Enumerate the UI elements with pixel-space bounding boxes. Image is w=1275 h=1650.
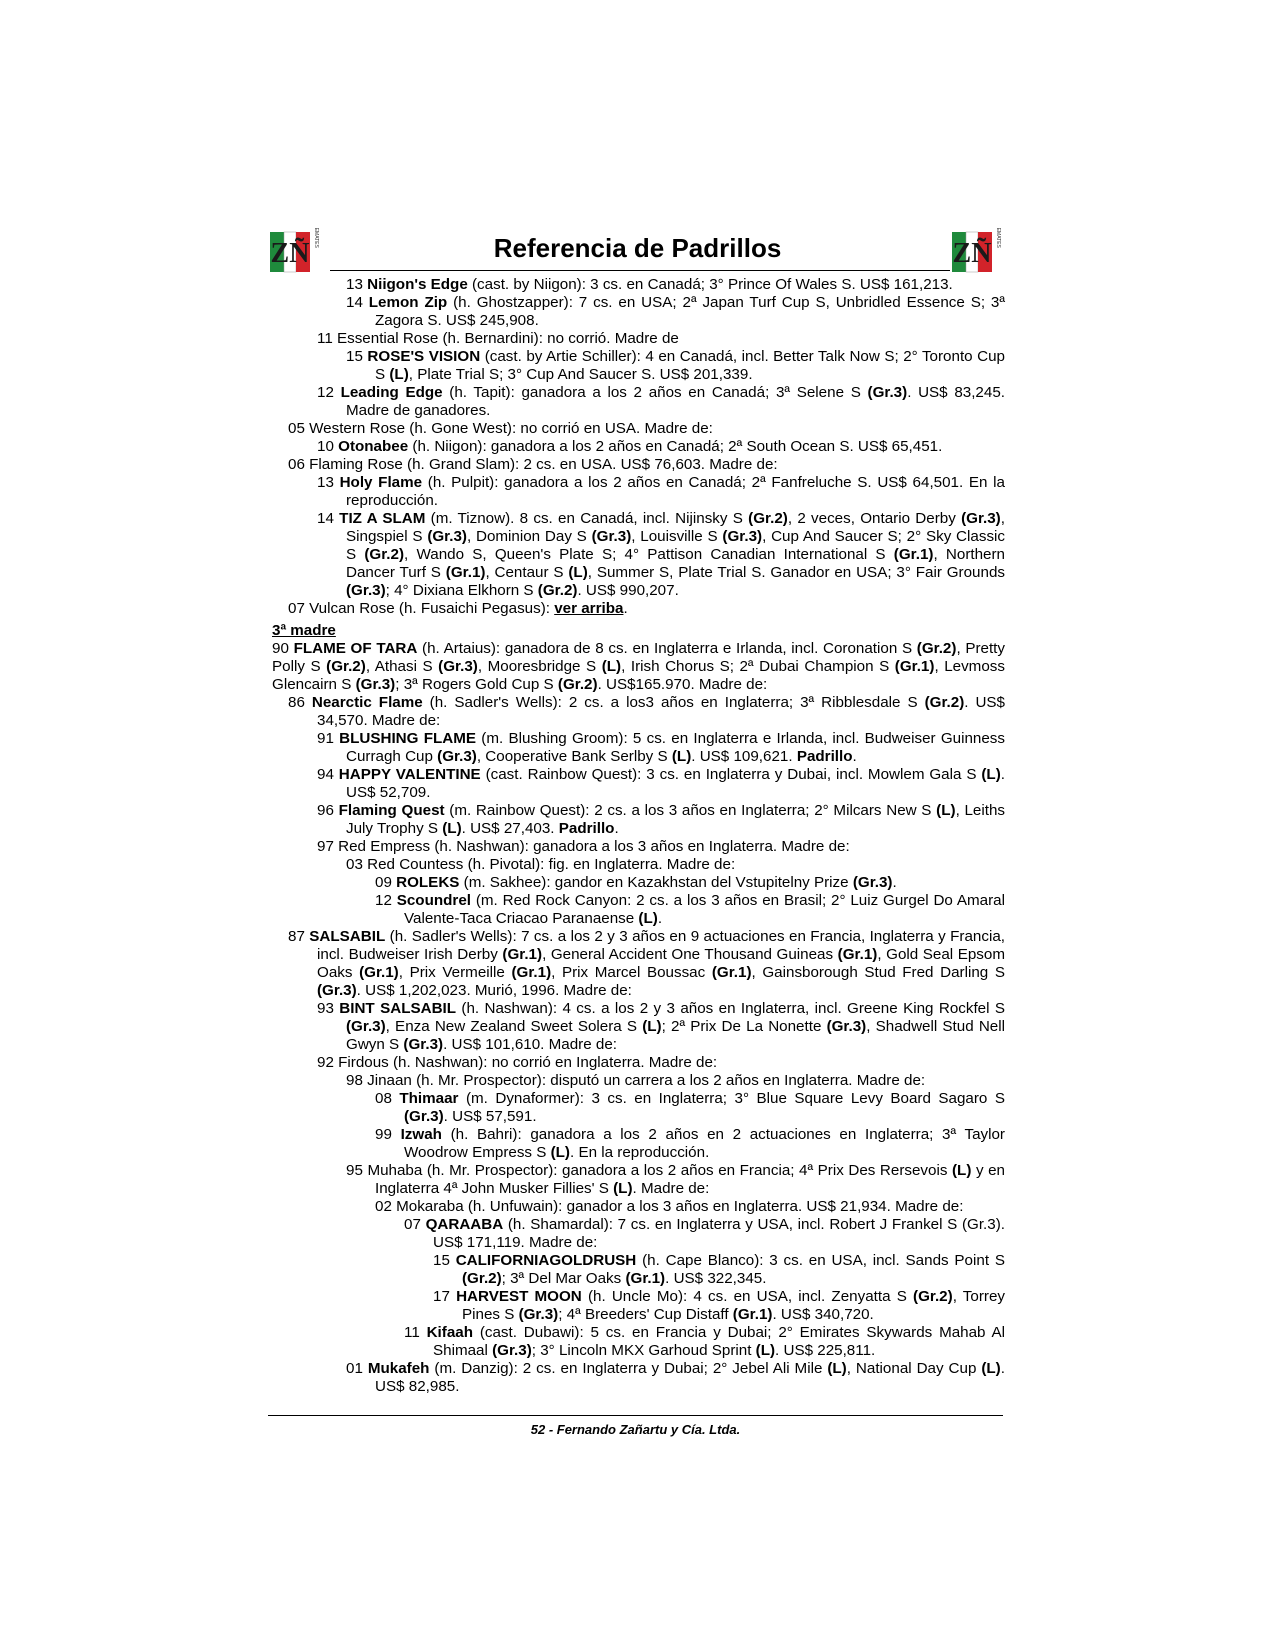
- emphasis-text: (Gr.1): [625, 1270, 666, 1287]
- entry-text: 13: [317, 474, 340, 491]
- entry-text: , Gainsborough Stud Fred Darling S: [751, 964, 1005, 981]
- pedigree-entry: [272, 1252, 1005, 1288]
- entry-text: ; 3ª Del Mar Oaks: [501, 1270, 626, 1287]
- emphasis-text: (L): [981, 1360, 1001, 1377]
- emphasis-text: (Gr.2): [916, 640, 957, 657]
- pedigree-entry: [272, 730, 1005, 766]
- emphasis-text: TIZ A SLAM: [339, 510, 426, 527]
- pedigree-entry: [272, 1072, 1005, 1090]
- emphasis-text: BLUSHING FLAME: [339, 730, 477, 747]
- entry-text: , Northern Dancer Turf S: [346, 546, 1005, 581]
- emphasis-text: (Gr.2): [924, 694, 965, 711]
- entry-text: , Enza New Zealand Sweet Solera S: [385, 1018, 643, 1035]
- entry-text: . US$ 34,570. Madre de:: [317, 694, 1006, 729]
- entry-text: 08: [375, 1090, 400, 1107]
- emphasis-text: (Gr.3): [867, 384, 908, 401]
- emphasis-text: (Gr.3): [438, 658, 478, 675]
- emphasis-text: (Gr.3): [591, 528, 632, 545]
- emphasis-text: (Gr.3): [317, 982, 357, 999]
- entry-text: , Shadwell Stud Nell Gwyn S: [346, 1018, 1005, 1053]
- entry-text: .: [657, 910, 663, 927]
- emphasis-text: Otonabee: [338, 438, 409, 455]
- entry-text: , Prix Marcel Boussac: [551, 964, 712, 981]
- entry-text: . Madre de:: [632, 1180, 710, 1197]
- entry-text: 13: [346, 276, 368, 293]
- emphasis-text: (L): [755, 1342, 776, 1359]
- entry-text: 06 Flaming Rose (h. Grand Slam): 2 cs. en USA. US$ 76,603. Madre de:: [288, 456, 778, 473]
- emphasis-text: Lemon Zip: [368, 294, 448, 311]
- svg-text:REMATES: REMATES: [995, 228, 1001, 248]
- emphasis-text: Scoundrel: [396, 892, 471, 909]
- emphasis-text: (Gr.2): [913, 1288, 953, 1305]
- entry-text: , Gold Seal Epsom Oaks: [317, 946, 1006, 981]
- entry-text: 94: [317, 766, 339, 783]
- entry-text: . US$ 101,610. Madre de:: [443, 1036, 618, 1053]
- emphasis-text: (Gr.3): [492, 1342, 532, 1359]
- emphasis-text: (Gr.3): [346, 582, 386, 599]
- emphasis-text: Niigon's Edge: [367, 276, 468, 293]
- pedigree-entry: [272, 1198, 1005, 1216]
- emphasis-text: Kifaah: [426, 1324, 474, 1341]
- entry-text: ; 2ª Prix De La Nonette: [661, 1018, 827, 1035]
- pedigree-content: [272, 276, 1005, 1396]
- pedigree-entry: [272, 348, 1005, 384]
- emphasis-text: Mukafeh: [367, 1360, 430, 1377]
- entry-text: , Plate Trial S; 3° Cup And Saucer S. US$ 201,339.: [408, 366, 753, 383]
- entry-text: (h. Sadler's Wells): 7 cs. a los 2 y 3 años en 9 actuaciones en Francia, Inglaterra y Francia, incl. Budweiser Irish Derby: [317, 928, 1005, 963]
- emphasis-text: (L): [981, 766, 1001, 783]
- entry-text: , Dominion Day S: [466, 528, 592, 545]
- pedigree-entry: [272, 438, 1005, 456]
- pedigree-entry: [272, 1324, 1005, 1360]
- emphasis-text: (Gr.3): [722, 528, 763, 545]
- entry-text: , Cooperative Bank Serlby S: [476, 748, 672, 765]
- emphasis-text: (Gr.2): [748, 510, 788, 527]
- emphasis-text: (Gr.2): [557, 676, 598, 693]
- emphasis-text: (Gr.3): [427, 528, 467, 545]
- svg-text:ZÑ: ZÑ: [270, 238, 310, 269]
- emphasis-text: (L): [568, 564, 588, 581]
- entry-text: (h. Tapit): ganadora a los 2 años en Canadá; 3ª Selene S: [442, 384, 868, 401]
- section-heading: [272, 622, 1005, 640]
- emphasis-text: (Gr.2): [364, 546, 405, 563]
- entry-text: , Singspiel S: [346, 510, 1005, 545]
- emphasis-text: Nearctic Flame: [311, 694, 423, 711]
- emphasis-text: (L): [936, 802, 956, 819]
- entry-text: , General Accident One Thousand Guineas: [542, 946, 838, 963]
- pedigree-entry: [272, 928, 1005, 1000]
- entry-text: 87: [288, 928, 310, 945]
- emphasis-text: (Gr.1): [711, 964, 752, 981]
- emphasis-text: HARVEST MOON: [456, 1288, 582, 1305]
- entry-text: 92 Firdous (h. Nashwan): no corrió en Inglaterra. Madre de:: [317, 1054, 718, 1071]
- emphasis-text: (Gr.3): [852, 874, 893, 891]
- entry-text: (h. Uncle Mo): 4 cs. en USA, incl. Zenyatta S: [581, 1288, 914, 1305]
- entry-text: 96: [317, 802, 339, 819]
- entry-text: (h. Niigon): ganadora a los 2 años en Canadá; 2ª South Ocean S. US$ 65,451.: [408, 438, 943, 455]
- emphasis-text: (L): [442, 820, 462, 837]
- emphasis-text: Holy Flame: [339, 474, 423, 491]
- entry-text: (m. Blushing Groom): 5 cs. en Inglaterra e Irlanda, incl. Budweiser Guinness Curragh Cup: [346, 730, 1005, 765]
- emphasis-text: HAPPY VALENTINE: [338, 766, 481, 783]
- entry-text: .: [623, 600, 628, 617]
- entry-text: 95 Muhaba (h. Mr. Prospector): ganadora a los 2 años en Francia; 4ª Prix Des Rersevois: [346, 1162, 952, 1179]
- pedigree-entry: [272, 1090, 1005, 1126]
- emphasis-text: (Gr.2): [462, 1270, 502, 1287]
- emphasis-text: (Gr.3): [404, 1108, 444, 1125]
- entry-text: . En la reproducción.: [570, 1144, 710, 1161]
- entry-text: 09: [375, 874, 397, 891]
- entry-text: 86: [288, 694, 312, 711]
- entry-text: 07: [404, 1216, 426, 1233]
- emphasis-text: (L): [642, 1018, 662, 1035]
- emphasis-text: ROSE'S VISION: [367, 348, 481, 365]
- emphasis-text: (L): [952, 1162, 972, 1179]
- pedigree-entry: [272, 510, 1005, 600]
- entry-text: , Louisville S: [631, 528, 723, 545]
- entry-text: .: [614, 820, 619, 837]
- pedigree-entry: [272, 276, 1005, 294]
- entry-text: (h. Cape Blanco): 3 cs. en USA, incl. Sands Point S: [636, 1252, 1005, 1269]
- entry-text: (cast. Dubawi): 5 cs. en Francia y Dubai; 2° Emirates Skywards Mahab Al Shimaal: [433, 1324, 1005, 1359]
- pedigree-entry: [272, 766, 1005, 802]
- entry-text: , National Day Cup: [846, 1360, 982, 1377]
- emphasis-text: ROLEKS: [396, 874, 460, 891]
- emphasis-text: BINT SALSABIL: [339, 1000, 457, 1017]
- emphasis-text: (L): [389, 366, 409, 383]
- emphasis-text: (Gr.3): [355, 676, 396, 693]
- pedigree-entry: [272, 420, 1005, 438]
- emphasis-text: (L): [827, 1360, 847, 1377]
- entry-text: .: [892, 874, 897, 891]
- page-title: Referencia de Padrillos: [493, 233, 782, 263]
- entry-text: 03 Red Countess (h. Pivotal): fig. en Inglaterra. Madre de:: [346, 856, 736, 873]
- emphasis-text: Izwah: [400, 1126, 442, 1143]
- entry-text: 97 Red Empress (h. Nashwan): ganadora a los 3 años en Inglaterra. Madre de:: [317, 838, 850, 855]
- entry-text: 01: [346, 1360, 368, 1377]
- emphasis-text: (Gr.3): [826, 1018, 867, 1035]
- entry-text: .: [852, 748, 857, 765]
- entry-text: (h. Bahri): ganadora a los 2 años en 2 actuaciones en Inglaterra; 3ª Taylor Woodrow Empress S: [404, 1126, 1005, 1161]
- entry-text: 3ª madre: [272, 622, 336, 639]
- entry-text: (m. Red Rock Canyon: 2 cs. a los 3 años en Brasil; 2° Luiz Gurgel Do Amaral Valente-Taca Criacao Paranaense: [404, 892, 1005, 927]
- entry-text: . US$ 52,709.: [346, 766, 1005, 801]
- entry-text: . US$ 322,345.: [665, 1270, 767, 1287]
- entry-text: . US$ 27,403.: [461, 820, 559, 837]
- entry-text: (m. Dynaformer): 3 cs. en Inglaterra; 3° Blue Square Levy Board Sagaro S: [458, 1090, 1005, 1107]
- footer-rule: [268, 1415, 1003, 1416]
- emphasis-text: (Gr.1): [837, 946, 878, 963]
- emphasis-text: (Gr.3): [518, 1306, 559, 1323]
- entry-text: , Centaur S: [485, 564, 569, 581]
- emphasis-text: (Gr.1): [894, 658, 935, 675]
- entry-text: . US$165.970. Madre de:: [597, 676, 768, 693]
- emphasis-text: (L): [638, 910, 658, 927]
- entry-text: . US$ 225,811.: [775, 1342, 876, 1359]
- pedigree-entry: [272, 856, 1005, 874]
- entry-text: 99: [375, 1126, 401, 1143]
- entry-text: 05 Western Rose (h. Gone West): no corrió en USA. Madre de:: [288, 420, 713, 437]
- entry-text: (m. Sakhee): gandor en Kazakhstan del Vstupitelny Prize: [459, 874, 853, 891]
- entry-text: (h. Pulpit): ganadora a los 2 años en Canadá; 2ª Fanfreluche S. US$ 64,501. En la reproducción.: [346, 474, 1005, 509]
- entry-text: . US$ 82,985.: [375, 1360, 1005, 1395]
- entry-text: (m. Rainbow Quest): 2 cs. a los 3 años en Inglaterra; 2° Milcars New S: [444, 802, 937, 819]
- entry-text: (h. Ghostzapper): 7 cs. en USA; 2ª Japan Turf Cup S, Unbridled Essence S; 3ª Zagora S. US$ 245,908.: [375, 294, 1005, 329]
- entry-text: , Summer S, Plate Trial S. Ganador en USA; 3° Fair Grounds: [587, 564, 1005, 581]
- entry-text: (h. Artaius): ganadora de 8 cs. en Inglaterra e Irlanda, incl. Coronation S: [417, 640, 917, 657]
- emphasis-text: (Gr.2): [326, 658, 366, 675]
- entry-text: (h. Shamardal): 7 cs. en Inglaterra y USA, incl. Robert J Frankel S (Gr.3). US$ 171,119. Madre de:: [433, 1216, 1005, 1251]
- entry-text: ; 3° Lincoln MKX Garhoud Sprint: [531, 1342, 756, 1359]
- entry-text: 10: [317, 438, 339, 455]
- entry-text: . US$ 1,202,023. Murió, 1996. Madre de:: [356, 982, 632, 999]
- entry-text: , Cup And Saucer S; 2° Sky Classic S: [346, 528, 1006, 563]
- pedigree-entry: [272, 1360, 1005, 1396]
- pedigree-entry: [272, 294, 1005, 330]
- emphasis-text: (Gr.1): [359, 964, 399, 981]
- zr-remates-logo-right: [952, 228, 1004, 276]
- emphasis-text: (Gr.1): [445, 564, 486, 581]
- page-footer: 52 - Fernando Zañartu y Cía. Ltda.: [530, 1422, 741, 1437]
- entry-text: , Torrey Pines S: [462, 1288, 1005, 1323]
- entry-text: (h. Sadler's Wells): 2 cs. a los3 años en Inglaterra; 3ª Ribblesdale S: [422, 694, 925, 711]
- entry-text: (cast. by Artie Schiller): 4 en Canadá, incl. Better Talk Now S; 2° Toronto Cup S: [375, 348, 1005, 383]
- entry-text: , Mooresbridge S: [477, 658, 602, 675]
- svg-text:ZÑ: ZÑ: [952, 238, 992, 269]
- entry-text: (cast. by Niigon): 3 cs. en Canadá; 3° Prince Of Wales S. US$ 161,213.: [467, 276, 953, 293]
- entry-text: 15: [433, 1252, 456, 1269]
- emphasis-text: Flaming Quest: [338, 802, 445, 819]
- emphasis-text: QARAABA: [425, 1216, 504, 1233]
- entry-text: 12: [375, 892, 397, 909]
- entry-text: , Athasi S: [365, 658, 439, 675]
- pedigree-entry: [272, 600, 1005, 618]
- emphasis-text: (L): [550, 1144, 570, 1161]
- emphasis-text: (Gr.2): [537, 582, 578, 599]
- entry-text: 15: [346, 348, 368, 365]
- emphasis-text: FLAME OF TARA: [293, 640, 418, 657]
- pedigree-entry: [272, 384, 1005, 420]
- entry-text: 17: [433, 1288, 457, 1305]
- entry-text: ; 4ª Breeders' Cup Distaff: [558, 1306, 733, 1323]
- pedigree-entry: [272, 1000, 1005, 1054]
- entry-text: . US$ 83,245. Madre de ganadores.: [346, 384, 1005, 419]
- emphasis-text: SALSABIL: [309, 928, 386, 945]
- pedigree-entry: [272, 1054, 1005, 1072]
- entry-text: 91: [317, 730, 340, 747]
- entry-text: 93: [317, 1000, 340, 1017]
- emphasis-text: Padrillo: [796, 748, 853, 765]
- pedigree-entry: [272, 1162, 1005, 1198]
- emphasis-text: (Gr.1): [893, 546, 934, 563]
- entry-text: , Leiths July Trophy S: [346, 802, 1006, 837]
- emphasis-text: (L): [671, 748, 692, 765]
- entry-text: 02 Mokaraba (h. Unfuwain): ganador a los 3 años en Inglaterra. US$ 21,934. Madre de:: [375, 1198, 964, 1215]
- emphasis-text: ver arriba: [554, 600, 624, 617]
- svg-text:REMATES: REMATES: [313, 228, 319, 248]
- entry-text: 07 Vulcan Rose (h. Fusaichi Pegasus):: [288, 600, 555, 617]
- emphasis-text: (Gr.3): [961, 510, 1001, 527]
- pedigree-entry: [272, 330, 1005, 348]
- emphasis-text: Leading Edge: [340, 384, 443, 401]
- pedigree-entry: [272, 892, 1005, 928]
- entry-text: ; 4° Dixiana Elkhorn S: [385, 582, 538, 599]
- entry-text: (m. Tiznow). 8 cs. en Canadá, incl. Nijinsky S: [425, 510, 749, 527]
- entry-text: , Irish Chorus S; 2ª Dubai Champion S: [621, 658, 895, 675]
- entry-text: , Pretty Polly S: [272, 640, 1005, 675]
- emphasis-text: (Gr.1): [732, 1306, 773, 1323]
- emphasis-text: Padrillo: [558, 820, 615, 837]
- emphasis-text: (Gr.1): [502, 946, 543, 963]
- entry-text: (cast. Rainbow Quest): 3 cs. en Inglaterra y Dubai, incl. Mowlem Gala S: [480, 766, 982, 783]
- pedigree-entry: [272, 1216, 1005, 1252]
- entry-text: 90: [272, 640, 294, 657]
- entry-text: ; 3ª Rogers Gold Cup S: [395, 676, 558, 693]
- pedigree-entry: [272, 474, 1005, 510]
- entry-text: 12: [317, 384, 341, 401]
- pedigree-entry: [272, 456, 1005, 474]
- entry-text: , Wando S, Queen's Plate S; 4° Pattison Canadian International S: [404, 546, 894, 563]
- emphasis-text: (L): [601, 658, 622, 675]
- entry-text: 14: [346, 294, 369, 311]
- entry-text: . US$ 109,621.: [691, 748, 797, 765]
- entry-text: , 2 veces, Ontario Derby: [787, 510, 962, 527]
- emphasis-text: (Gr.1): [511, 964, 552, 981]
- header-rule: [330, 270, 950, 271]
- entry-text: 11 Essential Rose (h. Bernardini): no corrió. Madre de: [317, 330, 679, 347]
- entry-text: . US$ 57,591.: [443, 1108, 537, 1125]
- pedigree-entry: [272, 874, 1005, 892]
- entry-text: 14: [317, 510, 340, 527]
- emphasis-text: CALIFORNIAGOLDRUSH: [455, 1252, 637, 1269]
- entry-text: (m. Danzig): 2 cs. en Inglaterra y Dubai; 2° Jebel Ali Mile: [429, 1360, 828, 1377]
- pedigree-entry: [272, 1126, 1005, 1162]
- emphasis-text: Thimaar: [399, 1090, 459, 1107]
- emphasis-text: (Gr.3): [346, 1018, 386, 1035]
- entry-text: , Prix Vermeille: [398, 964, 512, 981]
- entry-text: , Levmoss Glencairn S: [272, 658, 1005, 693]
- entry-text: 11: [404, 1324, 427, 1341]
- pedigree-entry: [272, 1288, 1005, 1324]
- entry-text: (h. Nashwan): 4 cs. a los 2 y 3 años en Inglaterra, incl. Greene King Rockfel S: [456, 1000, 1005, 1017]
- pedigree-entry: [272, 802, 1005, 838]
- emphasis-text: (Gr.3): [403, 1036, 444, 1053]
- zr-remates-logo-left: [270, 228, 322, 276]
- pedigree-entry: [272, 838, 1005, 856]
- pedigree-entry: [272, 640, 1005, 694]
- entry-text: . US$ 340,720.: [772, 1306, 874, 1323]
- entry-text: . US$ 990,207.: [577, 582, 679, 599]
- entry-text: 98 Jinaan (h. Mr. Prospector): disputó un carrera a los 2 años en Inglaterra. Madre de:: [346, 1072, 926, 1089]
- pedigree-entry: [272, 694, 1005, 730]
- emphasis-text: (L): [613, 1180, 633, 1197]
- entry-text: y en Inglaterra 4ª John Musker Fillies' S: [375, 1162, 1005, 1197]
- emphasis-text: (Gr.3): [437, 748, 477, 765]
